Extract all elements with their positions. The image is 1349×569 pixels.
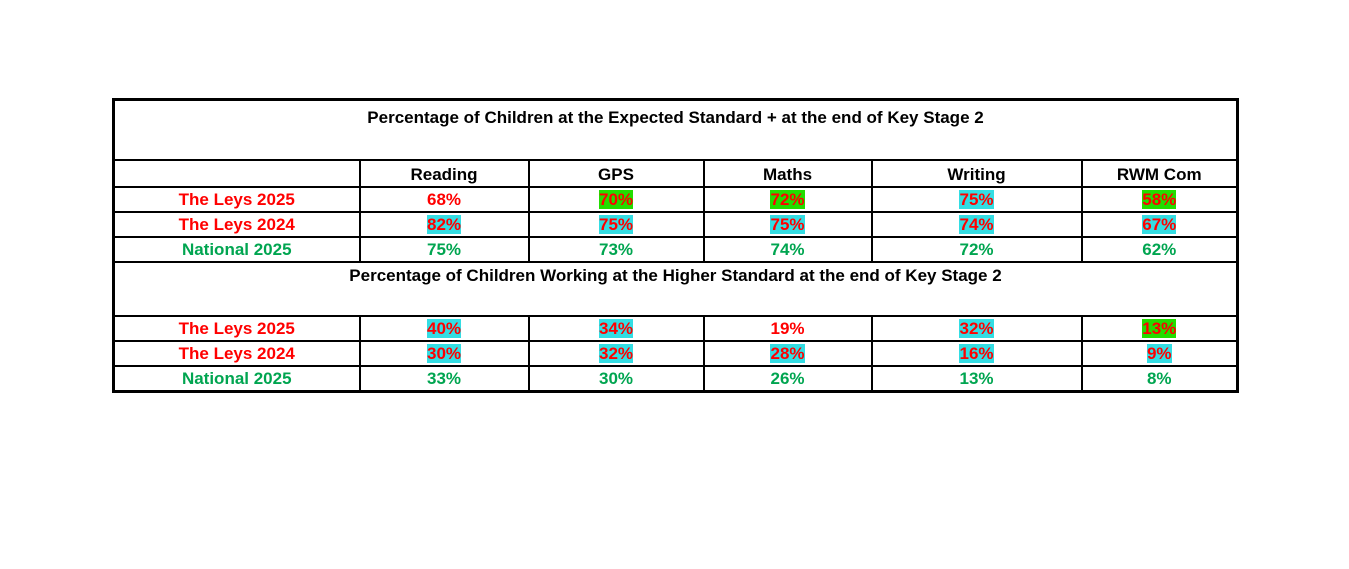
cell-writing [872, 341, 1082, 366]
cell-gps [529, 212, 704, 237]
cell-gps [529, 366, 704, 392]
cell-reading [360, 366, 529, 392]
column-header-gps: GPS [529, 160, 704, 187]
cell-value: 30% [426, 343, 462, 363]
table-body [114, 100, 1238, 392]
table-row [114, 316, 1238, 341]
cell-value: 32% [959, 318, 994, 338]
cell-value: 32% [598, 343, 634, 363]
row-label: The Leys 2024 [114, 212, 360, 237]
cell-gps [529, 341, 704, 366]
cell-reading [360, 341, 529, 366]
cell-value: 75% [598, 214, 634, 234]
column-header-blank [114, 160, 360, 187]
cell-value: 58% [1142, 189, 1177, 209]
cell-value: 13% [959, 368, 994, 388]
cell-value: 16% [959, 343, 994, 363]
cell-value: 19% [770, 318, 805, 338]
expected-title-row [114, 100, 1238, 161]
cell-rwm-com [1082, 341, 1238, 366]
cell-value: 40% [426, 318, 462, 338]
table-row [114, 212, 1238, 237]
row-label: National 2025 [114, 237, 360, 262]
cell-maths [704, 187, 872, 212]
cell-rwm-com [1082, 212, 1238, 237]
table-row [114, 341, 1238, 366]
cell-value: 26% [770, 368, 805, 388]
column-header-rwm-com: RWM Com [1082, 160, 1238, 187]
cell-reading [360, 212, 529, 237]
table-row [114, 187, 1238, 212]
table-row [114, 237, 1238, 262]
expected-standard-title: Percentage of Children at the Expected Standard + at the end of Key Stage 2 [114, 100, 1238, 161]
cell-value: 72% [770, 189, 805, 209]
cell-maths [704, 341, 872, 366]
cell-value: 33% [426, 368, 462, 388]
cell-value: 82% [426, 214, 462, 234]
cell-writing [872, 366, 1082, 392]
cell-rwm-com [1082, 187, 1238, 212]
row-label: The Leys 2025 [114, 187, 360, 212]
cell-value: 68% [426, 189, 462, 209]
cell-value: 28% [770, 343, 805, 363]
cell-reading [360, 316, 529, 341]
cell-gps [529, 316, 704, 341]
cell-value: 34% [598, 318, 634, 338]
cell-value: 74% [770, 239, 805, 259]
cell-maths [704, 237, 872, 262]
cell-value: 13% [1142, 318, 1177, 338]
cell-value: 30% [598, 368, 634, 388]
cell-value: 75% [426, 239, 462, 259]
cell-value: 62% [1142, 239, 1177, 259]
cell-maths [704, 212, 872, 237]
cell-value: 8% [1146, 368, 1172, 388]
cell-writing [872, 187, 1082, 212]
cell-gps [529, 237, 704, 262]
cell-value: 73% [598, 239, 634, 259]
cell-value: 70% [598, 189, 634, 209]
column-header-row [114, 160, 1238, 187]
cell-maths [704, 316, 872, 341]
column-header-maths: Maths [704, 160, 872, 187]
cell-value: 74% [959, 214, 994, 234]
cell-value: 75% [770, 214, 805, 234]
cell-value: 72% [959, 239, 994, 259]
cell-rwm-com [1082, 316, 1238, 341]
row-label: National 2025 [114, 366, 360, 392]
row-label: The Leys 2025 [114, 316, 360, 341]
cell-rwm-com [1082, 237, 1238, 262]
cell-writing [872, 237, 1082, 262]
cell-rwm-com [1082, 366, 1238, 392]
cell-value: 9% [1146, 343, 1172, 363]
higher-standard-title: Percentage of Children Working at the Higher Standard at the end of Key Stage 2 [114, 262, 1238, 316]
column-header-writing: Writing [872, 160, 1082, 187]
cell-reading [360, 187, 529, 212]
cell-maths [704, 366, 872, 392]
cell-value: 75% [959, 189, 994, 209]
cell-writing [872, 212, 1082, 237]
column-header-reading: Reading [360, 160, 529, 187]
cell-writing [872, 316, 1082, 341]
cell-value: 67% [1142, 214, 1177, 234]
ks2-results-table [112, 98, 1239, 393]
higher-title-row [114, 262, 1238, 316]
cell-reading [360, 237, 529, 262]
cell-gps [529, 187, 704, 212]
table-row [114, 366, 1238, 392]
row-label: The Leys 2024 [114, 341, 360, 366]
